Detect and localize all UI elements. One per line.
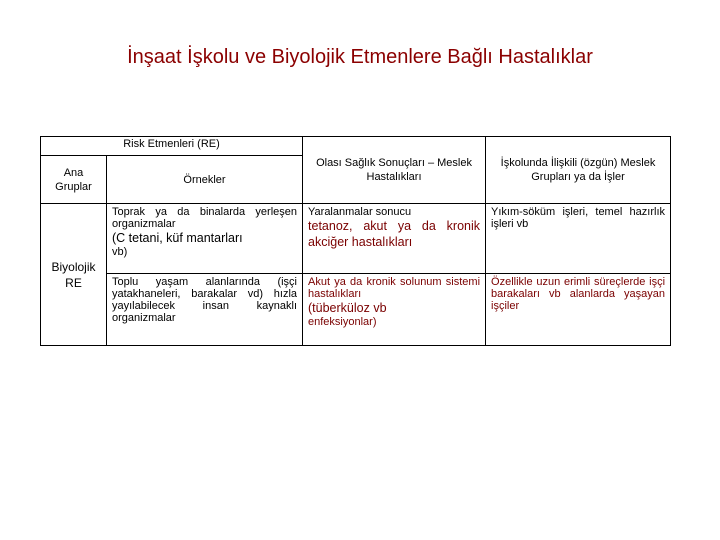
ornek-text: vb) (112, 246, 128, 258)
group-cell: Biyolojik RE (41, 204, 107, 346)
table-row (41, 274, 671, 346)
sonuc-text: Yaralanmalar sonucu (308, 206, 412, 218)
sonuc-text-large: tetanoz, akut ya da kronik akciğer hastalıkları (308, 219, 481, 249)
ornek-cell (107, 204, 303, 274)
sonuc-text: enfeksiyonlar) (308, 316, 377, 328)
risk-table (40, 136, 671, 346)
ornek-text: Toprak ya da binalarda yerleşen organizmalar (112, 206, 298, 230)
sonuc-text-large: (tüberküloz vb (308, 301, 387, 315)
is-cell: Özellikle uzun erimli süreçlerde işçi barakaları vb alanlarda yaşayan işçiler (486, 274, 671, 346)
table-row (41, 204, 671, 274)
col-header-ornekler: Örnekler (107, 156, 303, 204)
page-title: İnşaat İşkolu ve Biyolojik Etmenlere Bağlı Hastalıklar (127, 46, 593, 68)
ornek-text-large: (C tetani, küf mantarları (112, 231, 243, 245)
is-cell: Yıkım-söküm işleri, temel hazırlık işleri vb (486, 204, 671, 274)
ornek-cell: Toplu yaşam alanlarında (işçi yatakhaneleri, barakalar vd) hızla yayılabilecek insan kaynaklı organizmalar (107, 274, 303, 346)
table-header-row-1 (41, 137, 671, 156)
sonuc-text: Akut ya da kronik solunum sistemi hastalıkları (308, 276, 481, 300)
sonuc-cell (303, 204, 486, 274)
col-header-ana-gruplar: Ana Gruplar (41, 156, 107, 204)
sonuc-cell (303, 274, 486, 346)
risk-header: Risk Etmenleri (RE) (41, 137, 303, 156)
col-header-olasi: Olası Sağlık Sonuçları – Meslek Hastalıkları (303, 137, 486, 204)
col-header-iskolu: İşkolunda İlişkili (özgün) Meslek Grupları ya da İşler (486, 137, 671, 204)
